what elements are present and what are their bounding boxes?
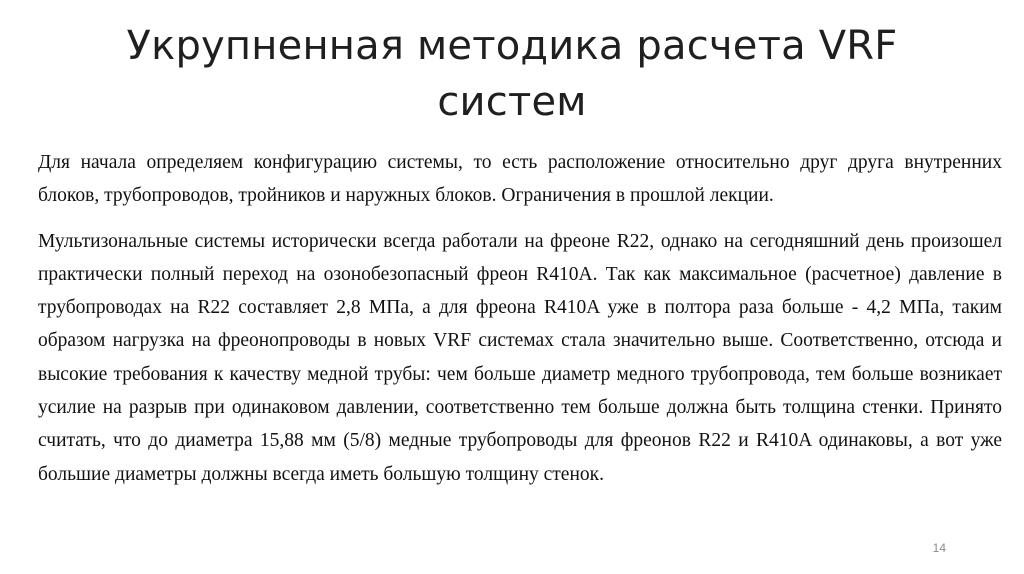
slide-title: Укрупненная методика расчета VRF систем: [126, 23, 898, 125]
paragraph-refrigerant: Мультизональные системы исторически всегда работали на фреоне R22, однако на сегодняшний день произошел практически полный переход на озонобезопасный фреон R410A. Так как максимальное (расчетное) давление в трубопроводах на R22 составляет 2,8 МПа, а для фреона R410A уже в полтора раза больше - 4,2 МПа, таким образом нагрузка на фреонопроводы в новых VRF системах стала значительно выше. Соответственно, отсюда и высокие требования к качеству медной трубы: чем больше диаметр медного трубопровода, тем больше возникает усилие на разрыв при одинаковом давлении, соответственно тем больше должна быть толщина стенки. Принято считать, что до диаметра 15,88 мм (5/8) медные трубопроводы для фреонов R22 и R410A одинаковы, а вот уже большие диаметры должны всегда иметь большую толщину стенок.: [38, 230, 1002, 485]
paragraph-configuration: Для начала определяем конфигурацию системы, то есть расположение относительно друг друга внутренних блоков, трубопроводов, тройников и наружных блоков. Ограничения в прошлой лекции.: [38, 152, 1002, 207]
page-number: 14: [932, 541, 946, 555]
slide-body: [38, 146, 1002, 491]
